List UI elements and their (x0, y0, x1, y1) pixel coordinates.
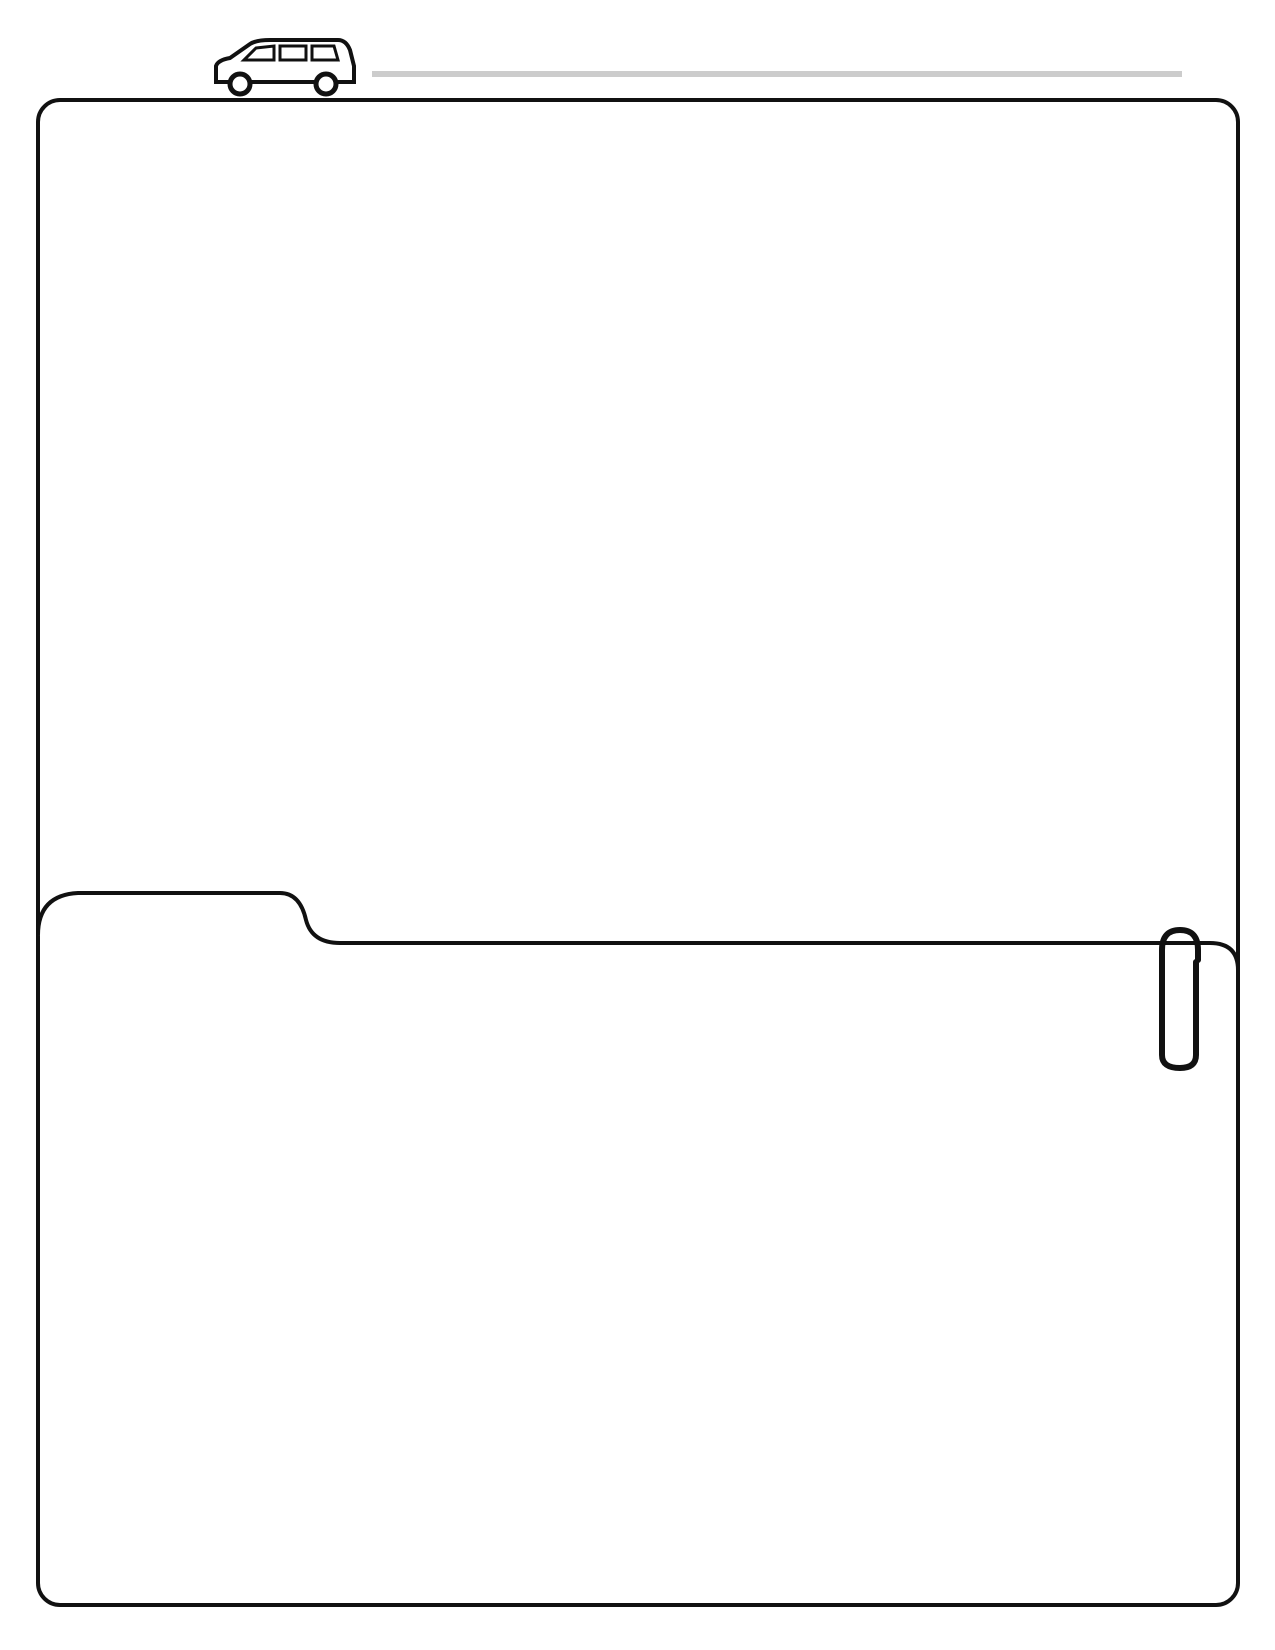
travel-log-panel (0, 940, 1275, 1650)
